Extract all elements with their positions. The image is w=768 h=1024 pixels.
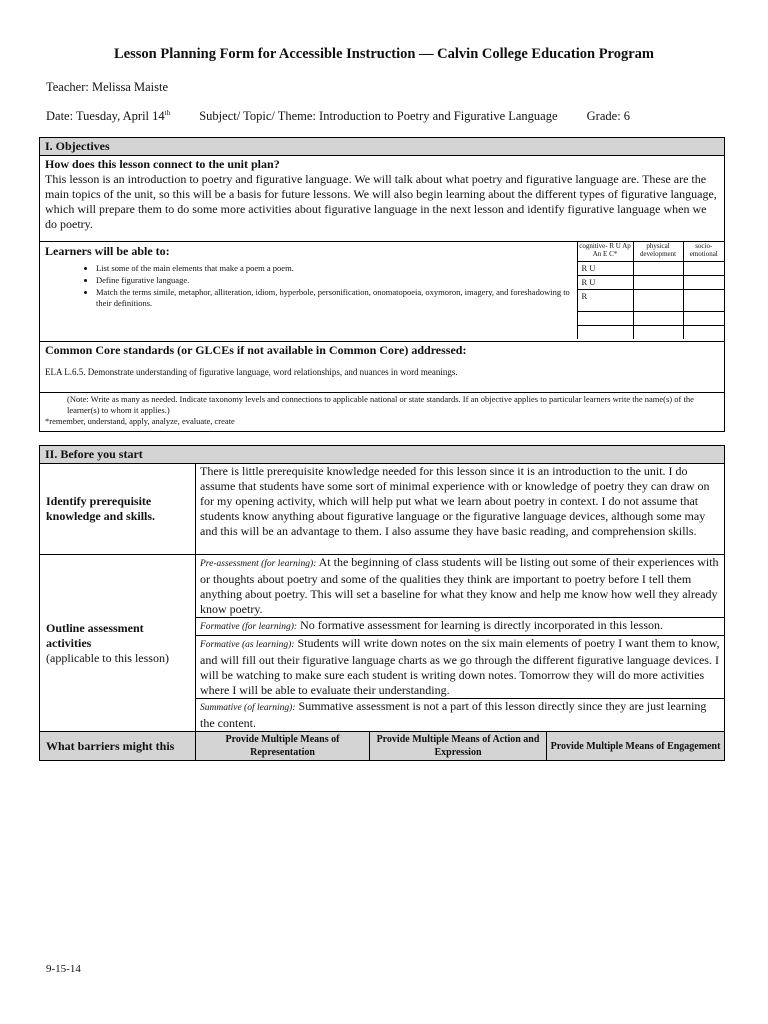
objectives-header: I. Objectives xyxy=(40,138,725,156)
standards-cell xyxy=(40,342,725,393)
assessment-sublabel: (applicable to this lesson) xyxy=(46,650,169,665)
socio-cell xyxy=(683,289,724,311)
formative-for-cell xyxy=(196,618,725,636)
pre-assessment-text: At the beginning of class students will be listing out some of their experiences with or thoughts about poetry and some of the qualities they think are important to poetry before I tell them anything about poetry. This will set a baseline for what they know and help me know how well they already know poetry. xyxy=(200,555,719,616)
page-title: Lesson Planning Form for Accessible Instruction — Calvin College Education Program xyxy=(114,46,654,62)
teacher-line: Teacher: Melissa Maiste xyxy=(46,80,168,94)
summative-text: Summative assessment is not a part of this lesson directly since they are just learning the content. xyxy=(200,699,707,730)
date-superscript: th xyxy=(164,109,171,117)
col-socio-header: socio- emotional xyxy=(683,242,724,261)
physical-cell xyxy=(633,311,683,325)
formative-for-text: No formative assessment for learning is directly incorporated in this lesson. xyxy=(300,618,664,632)
note-cell xyxy=(40,393,725,432)
unit-connection-answer: This lesson is an introduction to poetry and figurative language. We will talk about what poetry and figurative language are. These are the main topics of the unit, so this will be a basis for future lessons. We will also begin learning about the different types of figurative language, which will prepare them to do some more activities about figurative language in the next lesson and identify figurative language when we do poetry. xyxy=(45,172,717,231)
cognitive-cell: R U xyxy=(577,275,633,289)
socio-cell xyxy=(683,261,724,275)
list-item: • Match the terms simile, metaphor, alliteration, idiom, hyperbole, personification, onomatopoeia, oxymoron, imagery, and foreshadowing to their definitions. xyxy=(96,287,572,309)
objectives-table xyxy=(39,137,725,432)
formative-as-text: Students will write down notes on the six main elements of poetry I want them to know, and will fill out their figurative language charts as we go through the different figurative language devices. I will be watching to make sure each student is writing down notes. Tomorrow they will do more activities where I will be able to evaluate their understanding. xyxy=(200,636,720,697)
note-text: (Note: Write as many as needed. Indicate taxonomy levels and connections to applicable national or state standards. If an objective applies to particular learners write the name(s) of the learner(s) to whom it applies.) xyxy=(67,394,694,415)
cognitive-cell: R xyxy=(577,289,633,311)
list-item: • List some of the main elements that make a poem a poem. xyxy=(96,263,572,274)
socio-cell xyxy=(683,311,724,325)
cognitive-cell xyxy=(577,311,633,325)
cognitive-cell xyxy=(577,325,633,339)
socio-cell xyxy=(683,325,724,339)
subject-text: Subject/ Topic/ Theme: Introduction to Poetry and Figurative Language xyxy=(199,109,558,124)
assessment-label: Outline assessment activities xyxy=(46,620,144,650)
representation-header: Provide Multiple Means of Representation xyxy=(196,732,370,761)
standards-label: Common Core standards (or GLCEs if not available in Common Core) addressed: xyxy=(45,343,467,357)
col-physical-header: physical development xyxy=(633,242,683,261)
list-item: • Define figurative language. xyxy=(96,275,572,286)
physical-cell xyxy=(633,325,683,339)
action-expression-header: Provide Multiple Means of Action and Expression xyxy=(370,732,547,761)
physical-cell xyxy=(633,275,683,289)
prereq-text: There is little prerequisite knowledge needed for this lesson since it is an introduction to the unit. I do assume that students have some sort of minimal experience with or knowledge of poetry they can draw on for my opening activity, which will help put what we learn about poetry in context. I do not assume that students know anything about figurative language or the figurative language devices, although some may and this will be an advantage to them. I also assume they have basic reading, and comprehension skills. xyxy=(196,464,725,555)
cognitive-cell: R U xyxy=(577,261,633,275)
formative-for-label: Formative (for learning): xyxy=(200,622,298,632)
physical-cell xyxy=(633,261,683,275)
learners-table xyxy=(40,242,724,339)
formative-as-cell xyxy=(196,636,725,699)
unit-connection-cell xyxy=(40,156,725,242)
formative-as-label: Formative (as learning): xyxy=(200,640,295,650)
grade-text: Grade: 6 xyxy=(586,109,631,124)
pre-assessment-label: Pre-assessment (for learning): xyxy=(200,559,317,569)
footer-date: 9-15-14 xyxy=(46,963,81,975)
physical-cell xyxy=(633,289,683,311)
standards-text: ELA L.6.5. Demonstrate understanding of figurative language, word relationships, and nuances in word meanings. xyxy=(45,367,458,377)
before-start-table xyxy=(39,445,725,761)
assessment-label-cell xyxy=(40,555,196,732)
learners-cell xyxy=(40,242,725,342)
date-text xyxy=(46,109,170,124)
socio-cell xyxy=(683,275,724,289)
summative-cell xyxy=(196,699,725,732)
prereq-label: Identify prerequisite knowledge and skills. xyxy=(40,464,196,555)
unit-connection-question: How does this lesson connect to the unit plan? xyxy=(45,157,280,171)
date-value: Date: Tuesday, April 14 xyxy=(46,109,165,124)
engagement-header: Provide Multiple Means of Engagement xyxy=(547,732,725,761)
before-start-header: II. Before you start xyxy=(40,446,725,464)
date-subject-line xyxy=(46,109,630,124)
learners-list-cell xyxy=(40,242,577,339)
taxonomy-note: *remember, understand, apply, analyze, evaluate, create xyxy=(45,416,235,426)
learner-objectives-list xyxy=(45,263,572,309)
summative-label: Summative (of learning): xyxy=(200,703,296,713)
learners-label: Learners will be able to: xyxy=(45,244,170,258)
col-cognitive-header: cognitive- R U Ap An E C* xyxy=(577,242,633,261)
pre-assessment-cell xyxy=(196,555,725,618)
barriers-label: What barriers might this xyxy=(40,732,196,761)
